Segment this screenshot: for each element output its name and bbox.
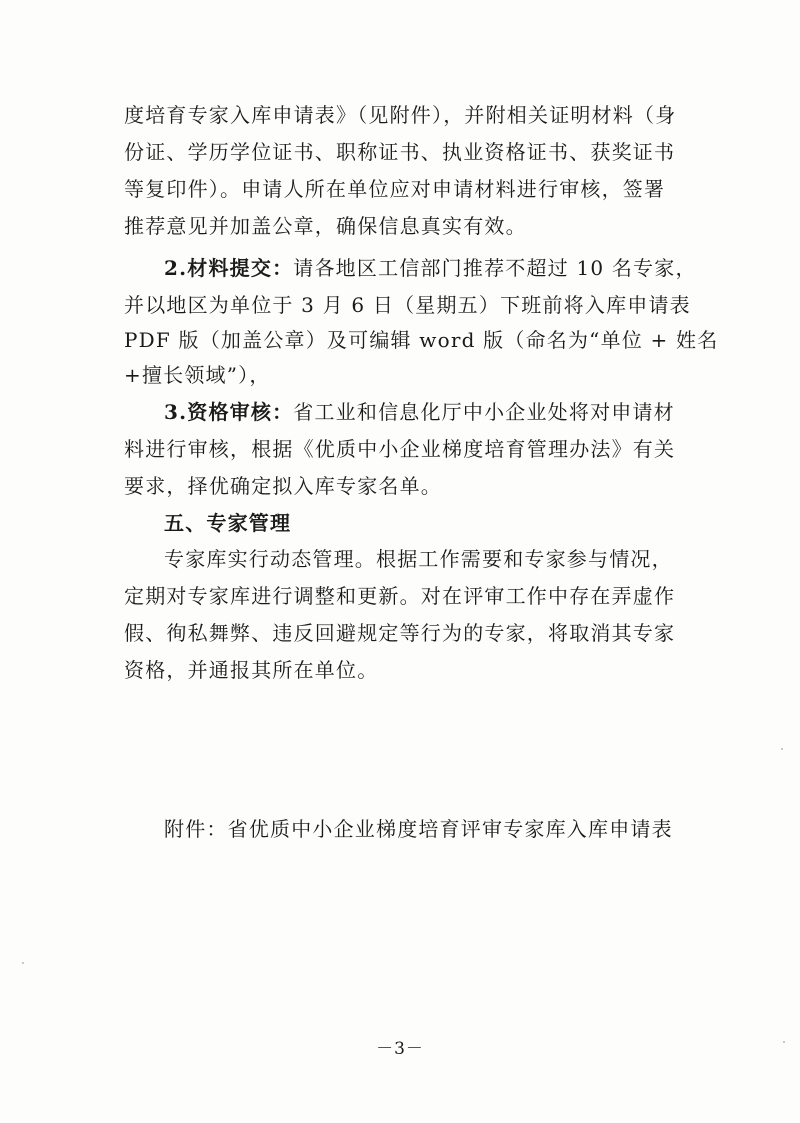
paragraph-line: 料进行审核，根据《优质中小企业梯度培育管理办法》有关 xyxy=(124,437,676,461)
paragraph-line: 资格，并通报其所在单位。 xyxy=(124,658,379,682)
attachment-note: 附件：省优质中小企业梯度培育评审专家库入库申请表 xyxy=(164,817,673,841)
item-label-material-submission: 2.材料提交： xyxy=(164,256,294,280)
scan-speck xyxy=(781,748,783,750)
scan-speck xyxy=(783,1041,785,1043)
paragraph-line xyxy=(164,254,697,282)
paragraph-line: 推荐意见并加盖公章，确保信息真实有效。 xyxy=(124,214,527,238)
paragraph-line: 等复印件）。申请人所在单位应对申请材料进行审核，签署 xyxy=(124,177,666,201)
section-heading: 五、专家管理 xyxy=(164,511,292,535)
paragraph-line: 定期对专家库进行调整和更新。对在评审工作中存在弄虚作 xyxy=(124,584,676,608)
paragraph-line: +擅长领域”）， xyxy=(124,363,271,387)
paragraph-line: 并以地区为单位于 3 月 6 日（星期五）下班前将入库申请表 xyxy=(124,293,691,317)
paragraph-line: 度培育专家入库申请表》（见附件），并附相关证明材料（身 xyxy=(124,103,677,127)
paragraph-line: PDF 版（加盖公章）及可编辑 word 版（命名为“单位 + 姓名 xyxy=(124,328,719,352)
paragraph-line: 假、徇私舞弊、违反回避规定等行为的专家，将取消其专家 xyxy=(124,621,676,645)
scan-speck xyxy=(22,962,24,964)
paragraph-line: 专家库实行动态管理。根据工作需要和专家参与情况， xyxy=(164,547,673,571)
item-text: 请各地区工信部门推荐不超过 10 名专家， xyxy=(293,256,697,280)
paragraph-line: 份证、学历学位证书、职称证书、执业资格证书、获奖证书 xyxy=(124,140,676,164)
page-number: －3－ xyxy=(376,1039,424,1059)
item-label-qualification-review: 3.资格审核： xyxy=(164,400,294,424)
item-text: 省工业和信息化厅中小企业处将对申请材 xyxy=(293,400,675,424)
paragraph-line: 要求，择优确定拟入库专家名单。 xyxy=(124,474,442,498)
paragraph-line xyxy=(164,398,675,426)
